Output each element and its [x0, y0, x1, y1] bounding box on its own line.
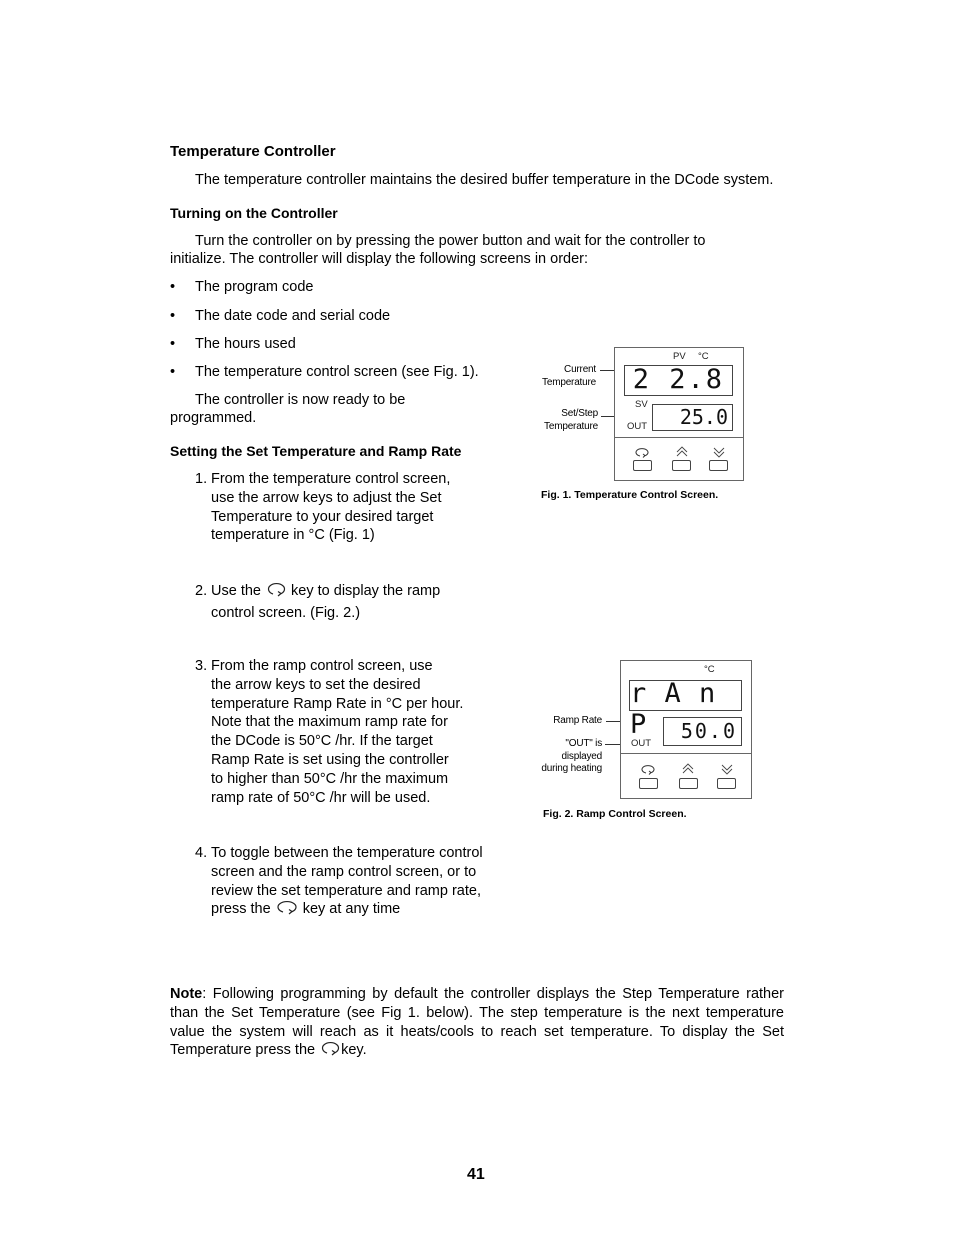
step-line: control screen. (Fig. 2.): [211, 604, 361, 621]
ramp-rate-value: 50.0: [680, 719, 737, 743]
step-number: 2.: [195, 583, 208, 599]
bullet-text: The temperature control screen (see Fig. 1).: [195, 364, 479, 380]
unit-label: °C: [698, 351, 709, 362]
note-text: : Following programming by default the controller displays the Step Temperature rather: [202, 986, 784, 1002]
out-label: OUT: [627, 421, 648, 432]
bullet-text: The hours used: [195, 336, 296, 352]
sv-value: 25.0: [679, 405, 728, 429]
step-line: Ramp Rate is set using the controller: [211, 751, 449, 768]
step-text: key at any time: [302, 901, 401, 918]
out-label: OUT: [631, 738, 652, 749]
turning-on-text-line1: Turn the controller on by pressing the power button and wait for the controller to: [195, 233, 706, 249]
cycle-key-icon: [319, 1041, 341, 1063]
step-number: 4.: [195, 845, 208, 861]
down-key-button[interactable]: [709, 460, 728, 471]
step-number: 1.: [195, 471, 208, 487]
note-label: Note: [170, 986, 203, 1002]
step-line: From the ramp control screen, use: [211, 658, 433, 674]
label-set-step-temperature: Set/Step Temperature: [544, 408, 598, 432]
step-1: [195, 470, 450, 545]
turning-on-heading: Turning on the Controller: [170, 205, 338, 221]
step-line: review the set temperature and ramp rate,: [211, 882, 481, 899]
step-line: screen and the ramp control screen, or to: [211, 863, 477, 880]
sv-label: SV: [635, 399, 648, 410]
up-key-button[interactable]: [679, 778, 698, 789]
note-text: Temperature press the: [170, 1042, 316, 1059]
bullet-dot: •: [170, 336, 176, 352]
section-title: Temperature Controller: [170, 143, 336, 160]
pv-display: [624, 365, 733, 396]
bullet-item: [170, 363, 510, 382]
step-line: use the arrow keys to adjust the Set: [211, 489, 442, 506]
unit-label: °C: [704, 664, 715, 675]
cycle-key-button[interactable]: [639, 778, 658, 789]
step-line: temperature Ramp Rate in °C per hour.: [211, 695, 464, 712]
bullet-text: The date code and serial code: [195, 308, 391, 324]
intro-paragraph: The temperature controller maintains the desired buffer temperature in the DCode system.: [195, 172, 774, 188]
bullet-item: [170, 307, 510, 326]
step-line: ramp rate of 50°C /hr will be used.: [211, 789, 431, 806]
step-text: key to display the ramp: [291, 583, 441, 599]
controller-panel: [614, 347, 744, 481]
panel-divider: [615, 437, 743, 438]
label-ramp-rate: Ramp Rate: [553, 715, 602, 726]
note-text: than the Set Temperature (see Fig 1. below). The step temperature is the next temperature: [170, 1004, 784, 1021]
pv-value: 2 2.8: [632, 364, 724, 395]
bullet-item: [170, 335, 510, 354]
step-line: temperature in °C (Fig. 1): [211, 527, 375, 544]
step-4: [195, 844, 483, 922]
controller-panel: [620, 660, 752, 799]
ready-text-line1: The controller is now ready to be: [195, 392, 406, 408]
step-3: [195, 657, 463, 807]
figure-2-caption: Fig. 2. Ramp Control Screen.: [543, 808, 687, 820]
step-line: the DCode is 50°C /hr. If the target: [211, 733, 433, 750]
step-2: [195, 582, 440, 623]
cycle-key-icon: [265, 582, 287, 604]
step-text: Use the: [211, 583, 261, 599]
note-text: value the system will reach as it heats/cools to reach set temperature. To display the Set: [170, 1023, 784, 1040]
cycle-key-button[interactable]: [633, 460, 652, 471]
sv-display: [652, 404, 733, 431]
step-line: From the temperature control screen,: [211, 471, 451, 487]
page-number: 41: [467, 1166, 485, 1183]
panel-divider: [621, 753, 751, 754]
bullet-item: [170, 278, 510, 297]
turning-on-text-line2: initialize. The controller will display the following screens in order:: [170, 251, 589, 267]
figure-1-caption: Fig. 1. Temperature Control Screen.: [541, 489, 719, 501]
ramp-rate-display: [663, 717, 742, 746]
note-paragraph: [170, 985, 784, 1063]
step-line: Note that the maximum ramp rate for: [211, 714, 448, 731]
step-number: 3.: [195, 658, 208, 674]
bullet-text: The program code: [195, 279, 314, 295]
setting-heading: Setting the Set Temperature and Ramp Rate: [170, 443, 462, 459]
note-text: key.: [341, 1042, 367, 1059]
bullet-dot: •: [170, 308, 176, 324]
pv-label: PV: [673, 351, 686, 362]
up-key-button[interactable]: [672, 460, 691, 471]
step-line: Temperature to your desired target: [211, 508, 434, 525]
bullet-dot: •: [170, 364, 176, 380]
down-key-button[interactable]: [717, 778, 736, 789]
ready-text-line2: programmed.: [170, 410, 257, 426]
bullet-dot: •: [170, 279, 176, 295]
cycle-key-icon: [275, 900, 299, 922]
step-text: press the: [211, 901, 271, 918]
step-line: to higher than 50°C /hr the maximum: [211, 770, 449, 787]
step-line: To toggle between the temperature control: [211, 845, 483, 861]
ramp-mode-text: r A n P: [630, 678, 717, 740]
label-current-temperature: Current Temperature: [542, 364, 596, 388]
label-out-displayed: "OUT" is displayed during heating: [541, 738, 602, 774]
step-line: the arrow keys to set the desired: [211, 676, 421, 693]
